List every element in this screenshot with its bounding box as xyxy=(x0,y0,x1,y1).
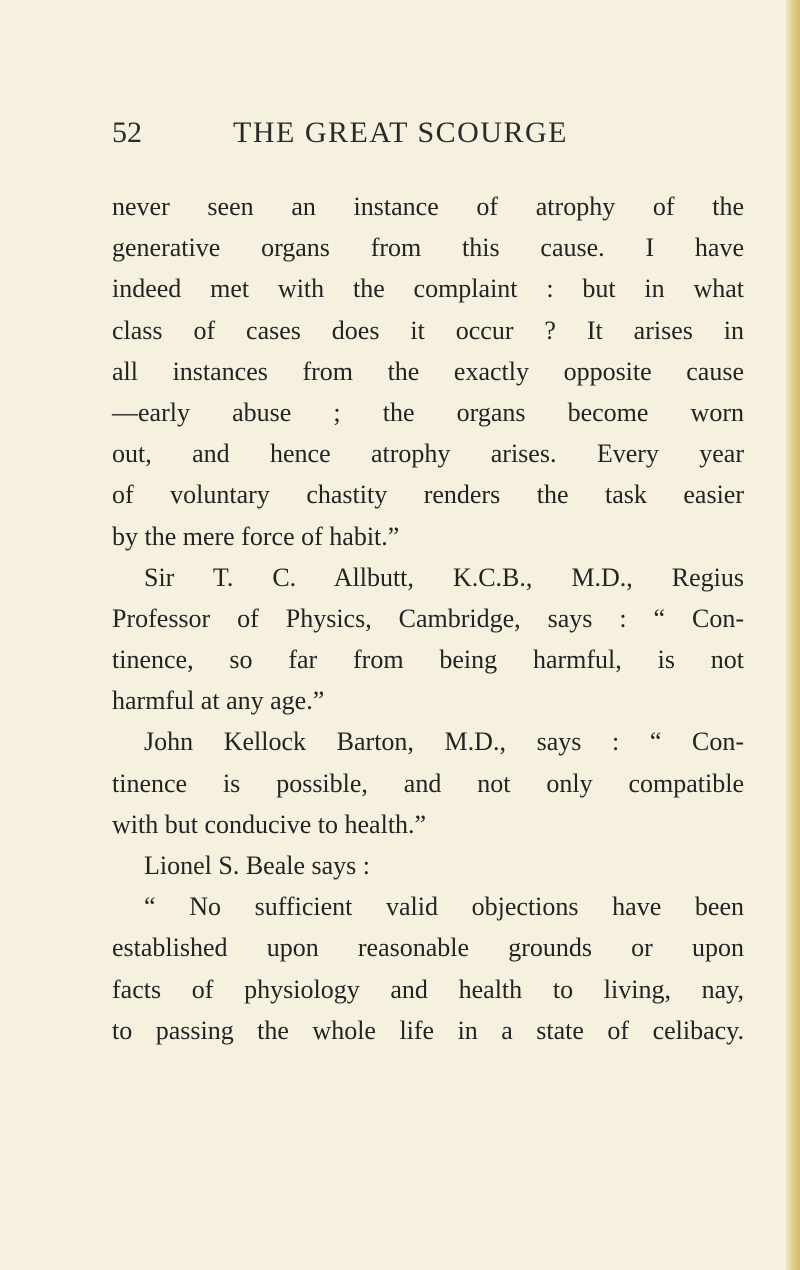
text-line: generative organs from this cause. I have xyxy=(112,233,744,263)
text-line: indeed met with the complaint : but in what xyxy=(112,274,744,304)
text-line: tinence is possible, and not only compatible xyxy=(112,768,744,798)
text-line: Lionel S. Beale says : xyxy=(144,851,371,880)
text-line: of voluntary chastity renders the task easier xyxy=(112,480,744,510)
text-line: Professor of Physics, Cambridge, says : “ Con- xyxy=(112,603,744,633)
text-line: —early abuse ; the organs become worn xyxy=(112,397,744,427)
text-line: “ No sufficient valid objections have been xyxy=(144,892,744,922)
text-line: class of cases does it occur ? It arises in xyxy=(112,315,744,345)
page-header xyxy=(112,116,742,156)
text-line: facts of physiology and health to living, nay, xyxy=(112,974,744,1004)
running-head: THE GREAT SCOURGE xyxy=(233,116,568,149)
text-line: by the mere force of habit.” xyxy=(112,521,400,551)
text-line: to passing the whole life in a state of celibacy. xyxy=(112,1015,744,1045)
text-line: established upon reasonable grounds or upon xyxy=(112,933,744,963)
page-edge xyxy=(786,0,800,1270)
text-line: John Kellock Barton, M.D., says : “ Con- xyxy=(144,727,744,757)
page-number: 52 xyxy=(112,116,142,149)
text-line: Sir T. C. Allbutt, K.C.B., M.D., Regius xyxy=(144,562,744,592)
text-line: tinence, so far from being harmful, is not xyxy=(112,645,744,675)
text-line: out, and hence atrophy arises. Every year xyxy=(112,439,744,469)
text-line: never seen an instance of atrophy of the xyxy=(112,192,744,221)
body-text xyxy=(112,186,744,1051)
text-line: all instances from the exactly opposite cause xyxy=(112,356,744,386)
text-line: harmful at any age.” xyxy=(112,686,325,716)
text-line: with but conducive to health.” xyxy=(112,809,427,839)
